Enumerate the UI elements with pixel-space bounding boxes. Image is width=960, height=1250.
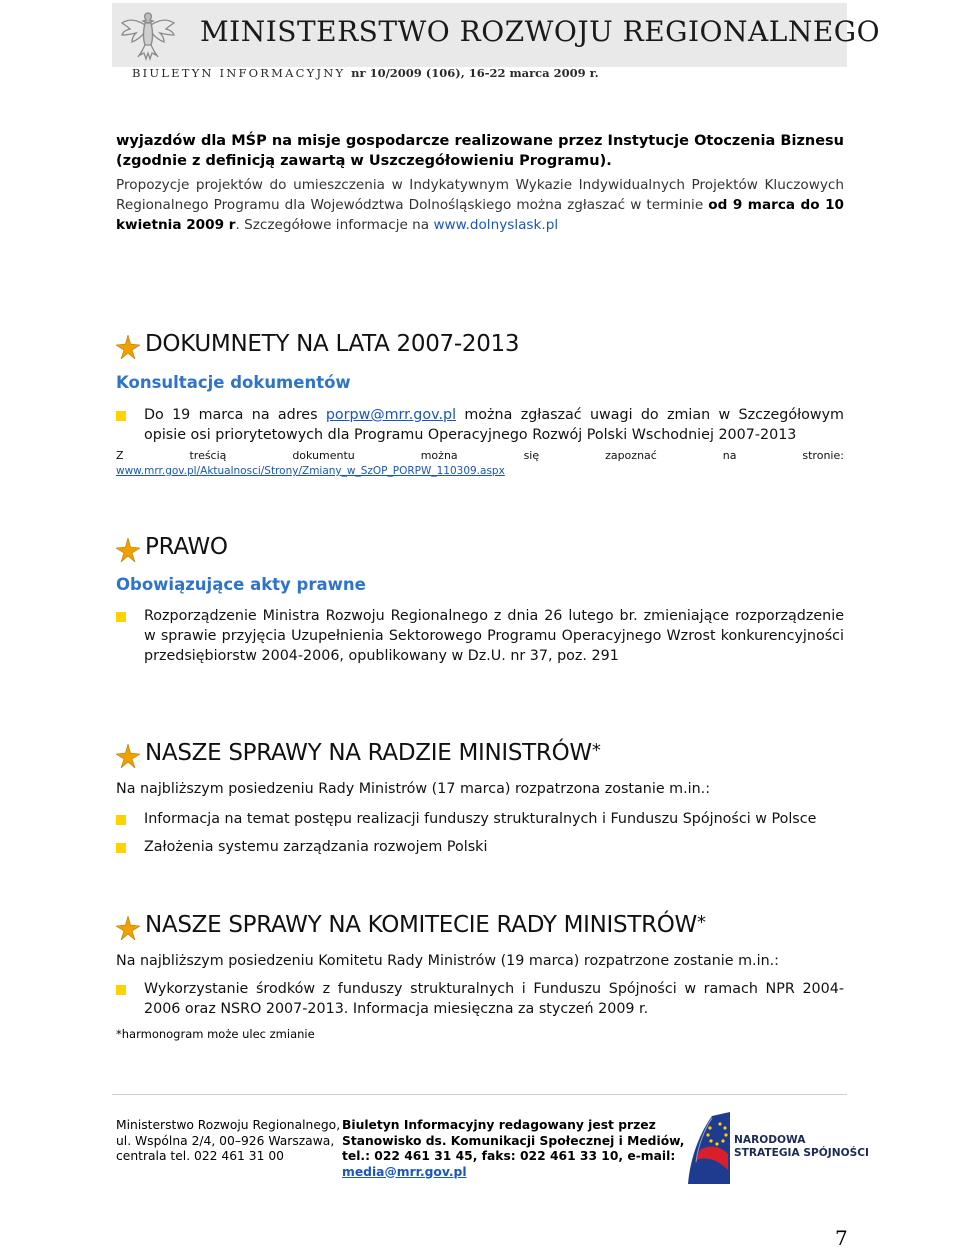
issue-number: nr 10/2009 (106), 16-22 marca 2009 r. <box>351 66 599 80</box>
consult-line <box>116 449 844 462</box>
section-intro: Na najbliższym posiedzeniu Rady Ministrów (17 marca) rozpatrzona zostanie m.in.: <box>116 781 711 797</box>
footer-line: Ministerstwo Rozwoju Regionalnego, <box>116 1118 341 1132</box>
polish-eagle-emblem-icon <box>116 7 180 63</box>
section-council <box>116 740 844 784</box>
list-item-text: Informacja na temat postępu realizacji funduszy strukturalnych i Funduszu Spójności w Polsce <box>144 811 817 827</box>
logo-line: NARODOWA <box>734 1134 806 1146</box>
intro-text-a: Propozycje projektów do umieszczenia w Indykatywnym Wykazie Indywidualnych Projektów Kluczowych Regionalnego Programu dla Województwa Dolnośląskiego można zgłaszać w terminie <box>116 177 844 213</box>
list-item-text: Rozporządzenie Ministra Rozwoju Regionalnego z dnia 26 lutego br. zmieniające rozporządzenie w sprawie przyjęcia Uzupełnienia Sektorowego Programu Operacyjnego Wzrost konkurencyjności przedsiębiorstw 2004-2006, opublikowany w Dz.U. nr 37, poz. 291 <box>144 608 844 664</box>
consult-word: na <box>722 449 737 462</box>
square-bullet-icon <box>116 612 126 622</box>
section-subtitle: Konsultacje dokumentów <box>116 373 351 392</box>
footer-line: tel.: 022 461 31 45, faks: 022 461 33 10, e-mail: <box>342 1149 676 1163</box>
consult-word: dokumentu <box>292 449 355 462</box>
masthead <box>112 3 881 67</box>
list-item <box>116 809 844 829</box>
nss-logo-text <box>734 1134 869 1160</box>
square-bullet-icon <box>116 985 126 995</box>
logo-line: STRATEGIA SPÓJNOŚCI <box>734 1147 869 1159</box>
star-bullet-icon <box>116 744 140 768</box>
item-text-a: Do 19 marca na adres <box>144 407 326 423</box>
list-item <box>116 405 844 445</box>
consult-word: stronie: <box>802 449 844 462</box>
footer-line: Biuletyn Informacyjny redagowany jest przez <box>342 1118 656 1132</box>
section-committee <box>116 912 844 956</box>
star-bullet-icon <box>116 335 140 359</box>
section-title <box>145 912 706 938</box>
list-item-text: Wykorzystanie środków z funduszy strukturalnych i Funduszu Spójności w ramach NPR 2004-2006 oraz NSRO 2007-2013. Informacja miesięczna za styczeń 2009 r. <box>144 981 844 1017</box>
footer-email-link[interactable]: media@mrr.gov.pl <box>342 1164 467 1179</box>
email-link[interactable]: porpw@mrr.gov.pl <box>325 407 457 423</box>
intro-date-range: od 9 marca do 10 kwietnia 2009 r <box>116 197 844 233</box>
intro-bold-lead: wyjazdów dla MŚP na misje gospodarcze realizowane przez Instytucje Otoczenia Biznesu (zgodnie z definicją zawartą w Uszczegółowieniu Programu). <box>116 133 844 169</box>
section-title: PRAWO <box>145 534 228 560</box>
dolnyslask-link[interactable]: www.dolnyslask.pl <box>433 217 559 233</box>
section-subtitle: Obowiązujące akty prawne <box>116 575 366 594</box>
square-bullet-icon <box>116 815 126 825</box>
section-title: DOKUMNETY NA LATA 2007-2013 <box>145 331 520 357</box>
page-number: 7 <box>835 1226 848 1250</box>
bulletin-line <box>132 66 599 80</box>
list-item-text: Założenia systemu zarządzania rozwojem Polski <box>144 839 488 855</box>
consult-word: Z <box>116 449 124 462</box>
ministry-name: MINISTERSTWO ROZWOJU REGIONALNEGO <box>200 15 881 48</box>
section-intro: Na najbliższym posiedzeniu Komitetu Rady Ministrów (19 marca) rozpatrzone zostanie m.in.: <box>116 953 779 969</box>
item-text-b: można zgłaszać uwagi do zmian w Szczegółowym opisie osi priorytetowych dla Programu Operacyjnego Rozwój Polski Wschodniej 2007-2013 <box>144 407 844 443</box>
list-item <box>116 979 844 1019</box>
list-item-text <box>144 405 844 445</box>
title-asterisk: * <box>697 912 706 933</box>
section-law <box>116 534 844 578</box>
list-item <box>116 837 844 857</box>
document-link[interactable]: www.mrr.gov.pl/Aktualnosci/Strony/Zmiany_w_SzOP_PORPW_110309.aspx <box>116 465 505 477</box>
star-bullet-icon <box>116 538 140 562</box>
section-title <box>145 740 601 766</box>
title-asterisk: * <box>591 740 601 761</box>
consult-word: zapoznać <box>605 449 657 462</box>
footer-line: ul. Wspólna 2/4, 00–926 Warszawa, <box>116 1133 335 1148</box>
footer-divider <box>112 1094 847 1095</box>
square-bullet-icon <box>116 411 126 421</box>
list-item <box>116 606 844 666</box>
footnote: *harmonogram może ulec zmianie <box>116 1027 315 1041</box>
consult-word: się <box>523 449 540 462</box>
star-bullet-icon <box>116 916 140 940</box>
footer-address <box>116 1118 340 1165</box>
consult-word: treścią <box>189 449 227 462</box>
footer-line: Stanowisko ds. Komunikacji Społecznej i Mediów, <box>342 1133 685 1148</box>
consult-word: można <box>420 449 458 462</box>
footer-line: centrala tel. 022 461 31 00 <box>116 1149 284 1163</box>
square-bullet-icon <box>116 843 126 853</box>
footer-editorial <box>342 1118 684 1180</box>
title-text: NASZE SPRAWY NA RADZIE MINISTRÓW <box>145 740 592 766</box>
section-documents <box>116 331 844 375</box>
intro-text-b: . Szczegółowe informacje na <box>235 217 434 233</box>
title-text: NASZE SPRAWY NA KOMITECIE RADY MINISTRÓW <box>145 912 697 938</box>
bulletin-title: BIULETYN INFORMACYJNY <box>132 66 346 80</box>
intro-paragraph <box>116 175 844 235</box>
